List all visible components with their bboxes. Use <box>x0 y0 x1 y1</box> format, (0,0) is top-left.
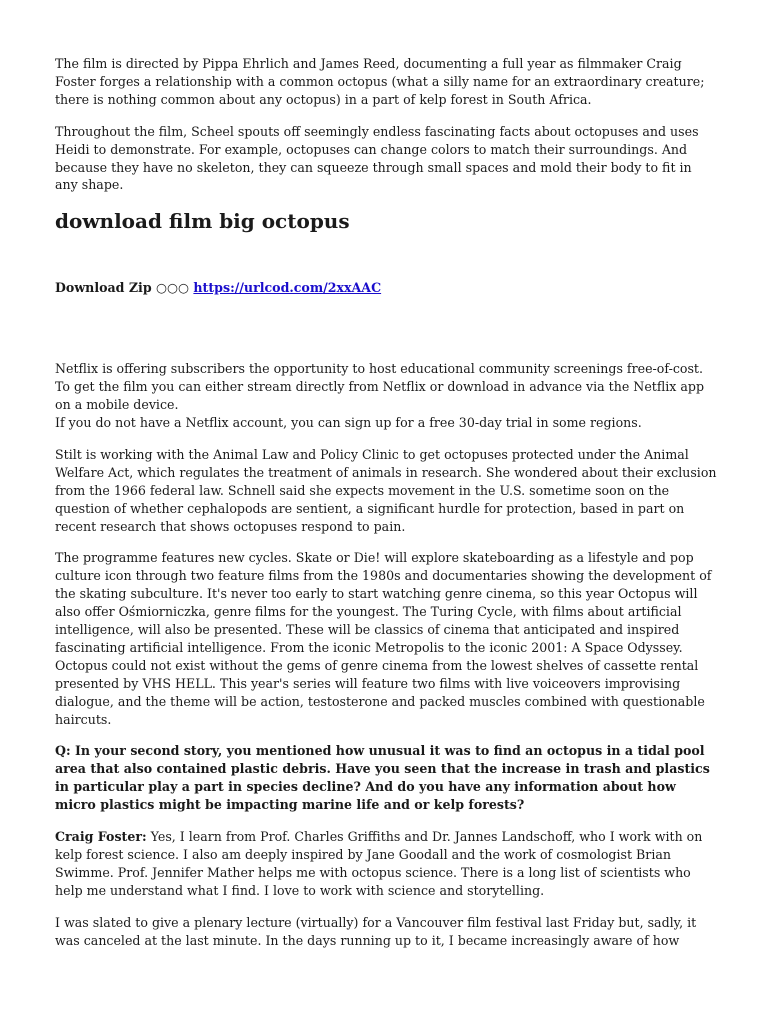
circle-glyphs-icon: ○○○ <box>156 280 189 296</box>
answer-text: Yes, I learn from Prof. Charles Griffiths and Dr. Jannes Landschoff, who I work with on kelp forest science. I also am deeply inspired by Jane Goodall and the work of cosmologist Brian Swimme. Prof. Jennifer Mather helps me with octopus science. There is a long list of scientists who help me understand what I find. I love to work with science and storytelling. <box>55 829 703 898</box>
interview-question: Q: In your second story, you mentioned how unusual it was to find an octopus in a tidal pool area that also contained plastic debris. Have you seen that the increase in trash and plastics in particular play a part in species decline? And do you have any information about how micro plastics might be impacting marine life and or kelp forests? <box>55 743 710 813</box>
paragraph-lecture: I was slated to give a plenary lecture (virtually) for a Vancouver film festival last Friday but, sadly, it was canceled at the last minute. In the days running up to it, I became increasingly aware of how <box>55 914 697 948</box>
netflix-text-b: If you do not have a Netflix account, you can sign up for a free 30-day trial in some regions. <box>55 414 642 430</box>
article-body <box>55 55 717 964</box>
netflix-text-a: Netflix is offering subscribers the opportunity to host educational community screenings free-of-cost. To get the film you can either stream directly from Netflix or download in advance via the Netflix app on a mobile device. <box>55 361 705 413</box>
paragraph-octopus-facts: Throughout the film, Scheel spouts off seemingly endless fascinating facts about octopuses and uses Heidi to demonstrate. For example, octopuses can change colors to match their surroundings. And because they have no skeleton, they can squeeze through small spaces and mold their body to fit in any shape. <box>55 123 699 193</box>
paragraph-programme: The programme features new cycles. Skate or Die! will explore skateboarding as a lifestyle and pop culture icon through two feature films from the 1980s and documentaries showing the development of the skating subculture. It's never too early to start watching genre cinema, so this year Octopus will also offer Ośmiorniczka, genre films for the youngest. The Turing Cycle, with films about artificial intelligence, will also be presented. These will be classics of cinema that anticipated and inspired fascinating artificial intelligence. From the iconic Metropolis to the iconic 2001: A Space Odyssey. Octopus could not exist without the gems of genre cinema from the lowest shelves of cassette rental presented by VHS HELL. This year's series will feature two films with live voiceovers improvising dialogue, and the theme will be action, testosterone and packed muscles combined with questionable haircuts. <box>55 550 712 727</box>
interview-answer <box>55 828 717 900</box>
download-label: Download Zip <box>55 280 152 296</box>
download-link[interactable]: https://urlcod.com/2xxAAC <box>193 280 382 296</box>
download-line <box>55 279 717 297</box>
section-heading: download film big octopus <box>55 209 350 234</box>
paragraph-animal-law: Stilt is working with the Animal Law and Policy Clinic to get octopuses protected under the Animal Welfare Act, which regulates the treatment of animals in research. She wondered about their exclusion from the 1966 federal law. Schnell said she expects movement in the U.S. sometime soon on the question of whether cephalopods are sentient, a significant hurdle for protection, based in part on recent research that shows octopuses respond to pain. <box>55 446 717 534</box>
answer-speaker: Craig Foster: <box>55 829 147 845</box>
paragraph-netflix <box>55 360 717 432</box>
paragraph-film-directors: The film is directed by Pippa Ehrlich and James Reed, documenting a full year as filmmaker Craig Foster forges a relationship with a common octopus (what a silly name for an extraordinary creature; there is nothing common about any octopus) in a part of kelp forest in South Africa. <box>55 56 705 107</box>
spacer <box>55 297 717 360</box>
